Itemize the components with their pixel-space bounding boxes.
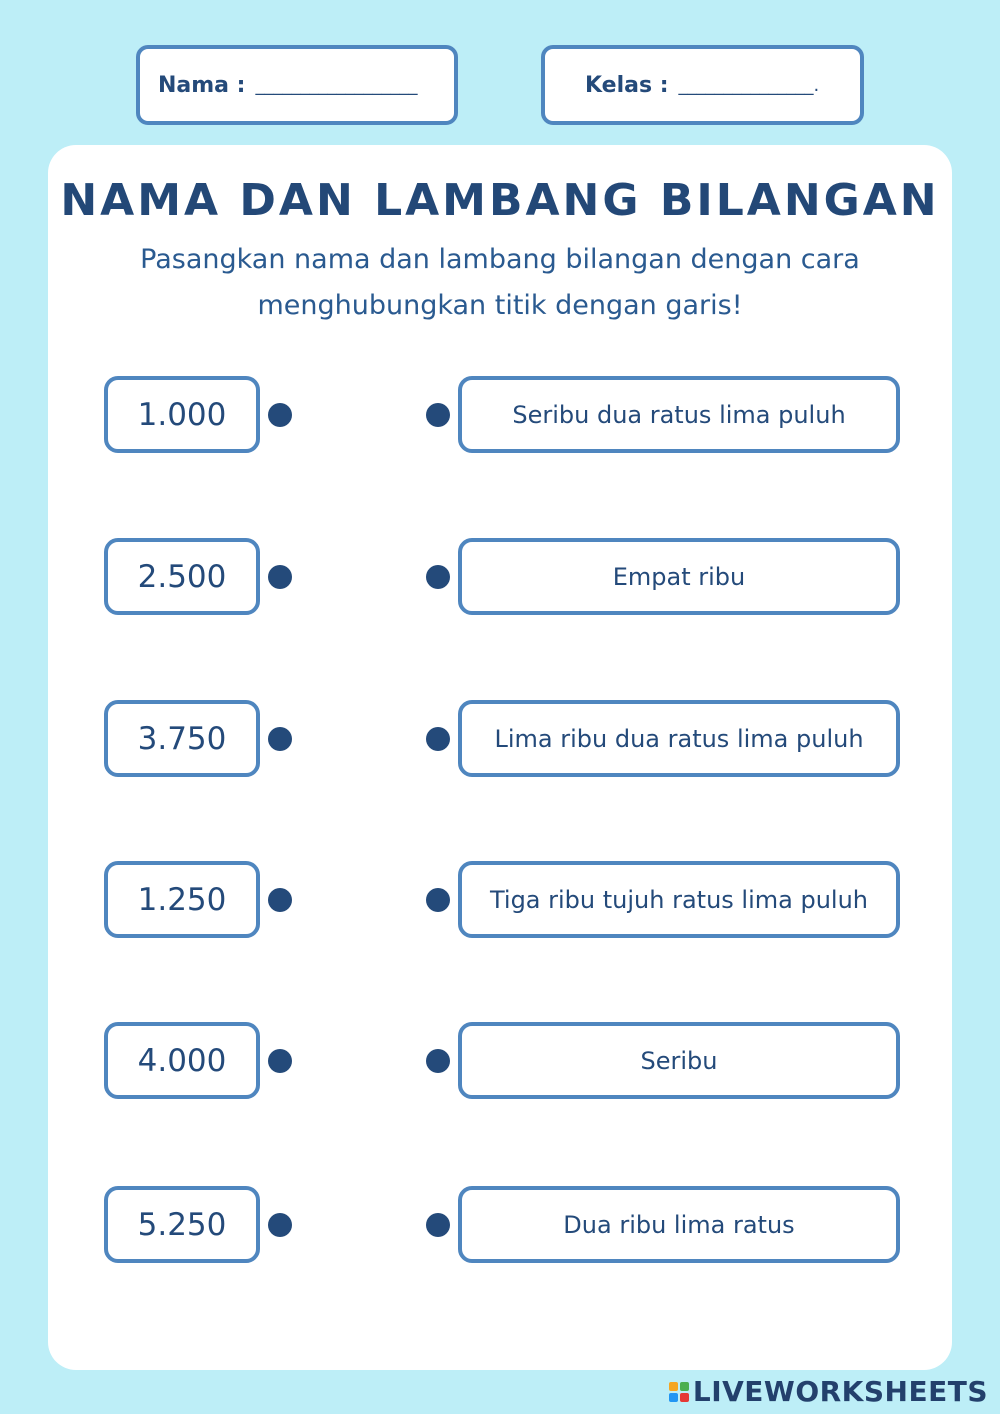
number-box-4: 1.250: [104, 861, 260, 938]
number-dot-4[interactable]: [268, 888, 292, 912]
logo-square-3: [669, 1393, 678, 1402]
word-dot-5[interactable]: [426, 1049, 450, 1073]
worksheet-title: NAMA DAN LAMBANG BILANGAN: [60, 175, 940, 226]
name-blank[interactable]: __________________: [255, 74, 418, 96]
word-box-2: Empat ribu: [458, 538, 900, 615]
name-field[interactable]: [136, 45, 458, 125]
logo-square-2: [680, 1382, 689, 1391]
number-dot-3[interactable]: [268, 727, 292, 751]
name-label: Nama :: [158, 72, 246, 98]
logo-square-4: [680, 1393, 689, 1402]
instruction-line-1: Pasangkan nama dan lambang bilangan dengan cara: [140, 244, 860, 275]
word-dot-6[interactable]: [426, 1213, 450, 1237]
brand-text: LIVEWORKSHEETS: [692, 1375, 988, 1408]
worksheet-instruction: [108, 237, 892, 329]
liveworksheets-brand: [669, 1375, 988, 1408]
logo-square-1: [669, 1382, 678, 1391]
word-dot-4[interactable]: [426, 888, 450, 912]
instruction-line-2: menghubungkan titik dengan garis!: [257, 290, 743, 321]
class-label: Kelas :: [585, 72, 669, 98]
number-dot-1[interactable]: [268, 403, 292, 427]
class-field[interactable]: [541, 45, 864, 125]
word-box-4: Tiga ribu tujuh ratus lima puluh: [458, 861, 900, 938]
word-box-1: Seribu dua ratus lima puluh: [458, 376, 900, 453]
word-box-6: Dua ribu lima ratus: [458, 1186, 900, 1263]
number-dot-5[interactable]: [268, 1049, 292, 1073]
word-dot-3[interactable]: [426, 727, 450, 751]
number-dot-2[interactable]: [268, 565, 292, 589]
word-box-5: Seribu: [458, 1022, 900, 1099]
word-dot-1[interactable]: [426, 403, 450, 427]
number-box-5: 4.000: [104, 1022, 260, 1099]
number-box-6: 5.250: [104, 1186, 260, 1263]
number-box-2: 2.500: [104, 538, 260, 615]
word-dot-2[interactable]: [426, 565, 450, 589]
number-box-1: 1.000: [104, 376, 260, 453]
word-box-3: Lima ribu dua ratus lima puluh: [458, 700, 900, 777]
number-box-3: 3.750: [104, 700, 260, 777]
worksheet-card: [48, 145, 952, 1370]
liveworksheets-logo-icon: [669, 1382, 689, 1402]
number-dot-6[interactable]: [268, 1213, 292, 1237]
class-blank[interactable]: _______________.: [678, 74, 820, 96]
